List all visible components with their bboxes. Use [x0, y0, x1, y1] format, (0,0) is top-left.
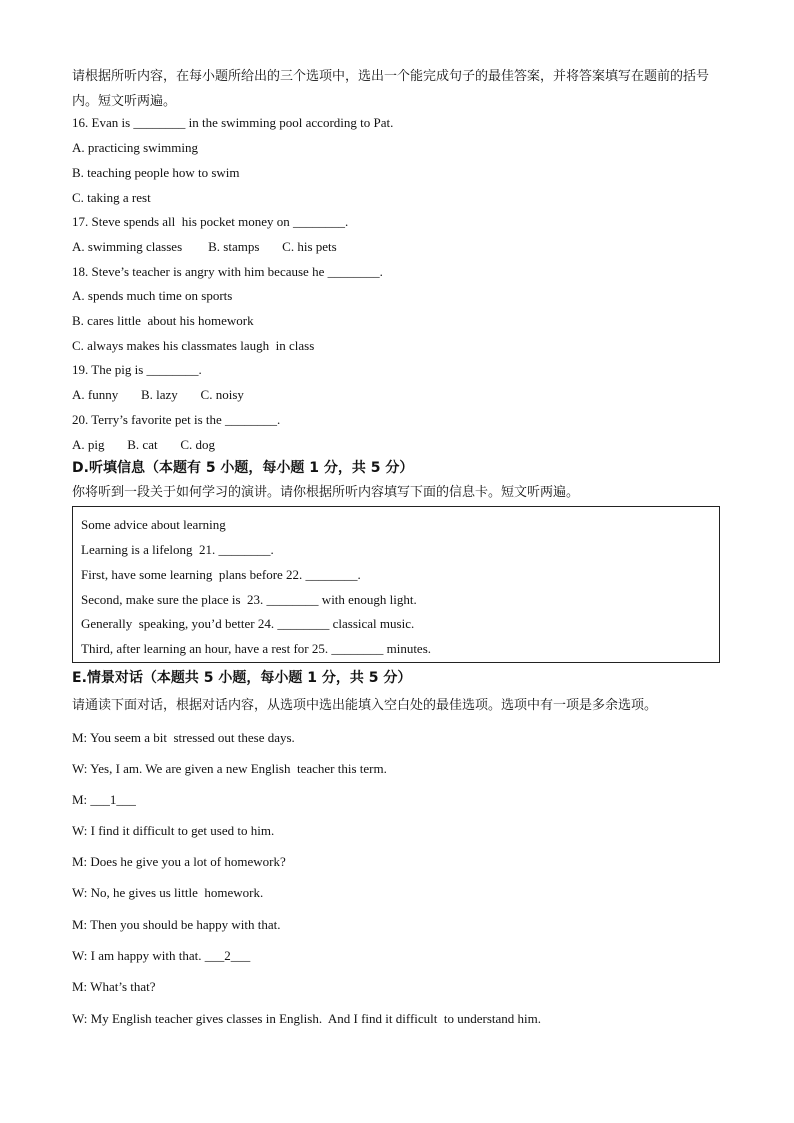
info-card-line-24: Generally speaking, you’d better 24. ________ classical music.: [81, 616, 415, 631]
options-20: A. pig B. cat C. dog: [72, 437, 215, 452]
dialogue-line: W: No, he gives us little homework.: [72, 885, 264, 900]
info-card-line-21: Learning is a lifelong 21. ________.: [81, 542, 274, 557]
section-c-instruction: 请根据所听内容，在每小题所给出的三个选项中，选出一个能完成句子的最佳答案，并将答案填写在题前的括号内。短文听两遍。: [72, 69, 710, 109]
options-17: A. swimming classes B. stamps C. his pets: [72, 239, 337, 254]
question-17: 17. Steve spends all his pocket money on ________.: [72, 214, 349, 229]
option-18a: A. spends much time on sports: [72, 288, 233, 303]
dialogue-line: W: Yes, I am. We are given a new English teacher this term.: [72, 761, 387, 776]
option-16b: B. teaching people how to swim: [72, 165, 240, 180]
question-18: 18. Steve’s teacher is angry with him because he ________.: [72, 264, 383, 279]
info-card-line-23: Second, make sure the place is 23. ________ with enough light.: [81, 592, 417, 607]
info-card: [72, 506, 720, 663]
dialogue-line: M: What’s that?: [72, 979, 156, 994]
question-20: 20. Terry’s favorite pet is the ________.: [72, 412, 281, 427]
dialogue-line: W: My English teacher gives classes in English. And I find it difficult to understand him.: [72, 1011, 542, 1026]
dialogue-line: M: Does he give you a lot of homework?: [72, 854, 286, 869]
option-16c: C. taking a rest: [72, 190, 151, 205]
option-16a: A. practicing swimming: [72, 140, 199, 155]
info-card-title: Some advice about learning: [81, 517, 226, 532]
section-d-instruction: 你将听到一段关于如何学习的演讲。请你根据所听内容填写下面的信息卡。短文听两遍。: [72, 485, 580, 500]
info-card-line-22: First, have some learning plans before 22. ________.: [81, 567, 361, 582]
option-18b: B. cares little about his homework: [72, 313, 254, 328]
section-e-instruction: 请通读下面对话，根据对话内容，从选项中选出能填入空白处的最佳选项。选项中有一项是多余选项。: [72, 698, 658, 713]
section-e-heading: E.情景对话（本题共 5 小题，每小题 1 分，共 5 分）: [72, 670, 412, 686]
question-16: 16. Evan is ________ in the swimming pool according to Pat.: [72, 115, 394, 130]
dialogue-line-blank-2: W: I am happy with that. ___2___: [72, 948, 251, 963]
dialogue-line: M: Then you should be happy with that.: [72, 917, 281, 932]
dialogue-line-blank-1: M: ___1___: [72, 792, 136, 807]
dialogue-line: W: I find it difficult to get used to him.: [72, 823, 275, 838]
section-d-heading: D.听填信息（本题有 5 小题，每小题 1 分，共 5 分）: [72, 460, 414, 476]
options-19: A. funny B. lazy C. noisy: [72, 387, 244, 402]
info-card-line-25: Third, after learning an hour, have a rest for 25. ________ minutes.: [81, 641, 432, 656]
question-19: 19. The pig is ________.: [72, 362, 202, 377]
dialogue-line: M: You seem a bit stressed out these days.: [72, 730, 295, 745]
option-18c: C. always makes his classmates laugh in class: [72, 338, 315, 353]
